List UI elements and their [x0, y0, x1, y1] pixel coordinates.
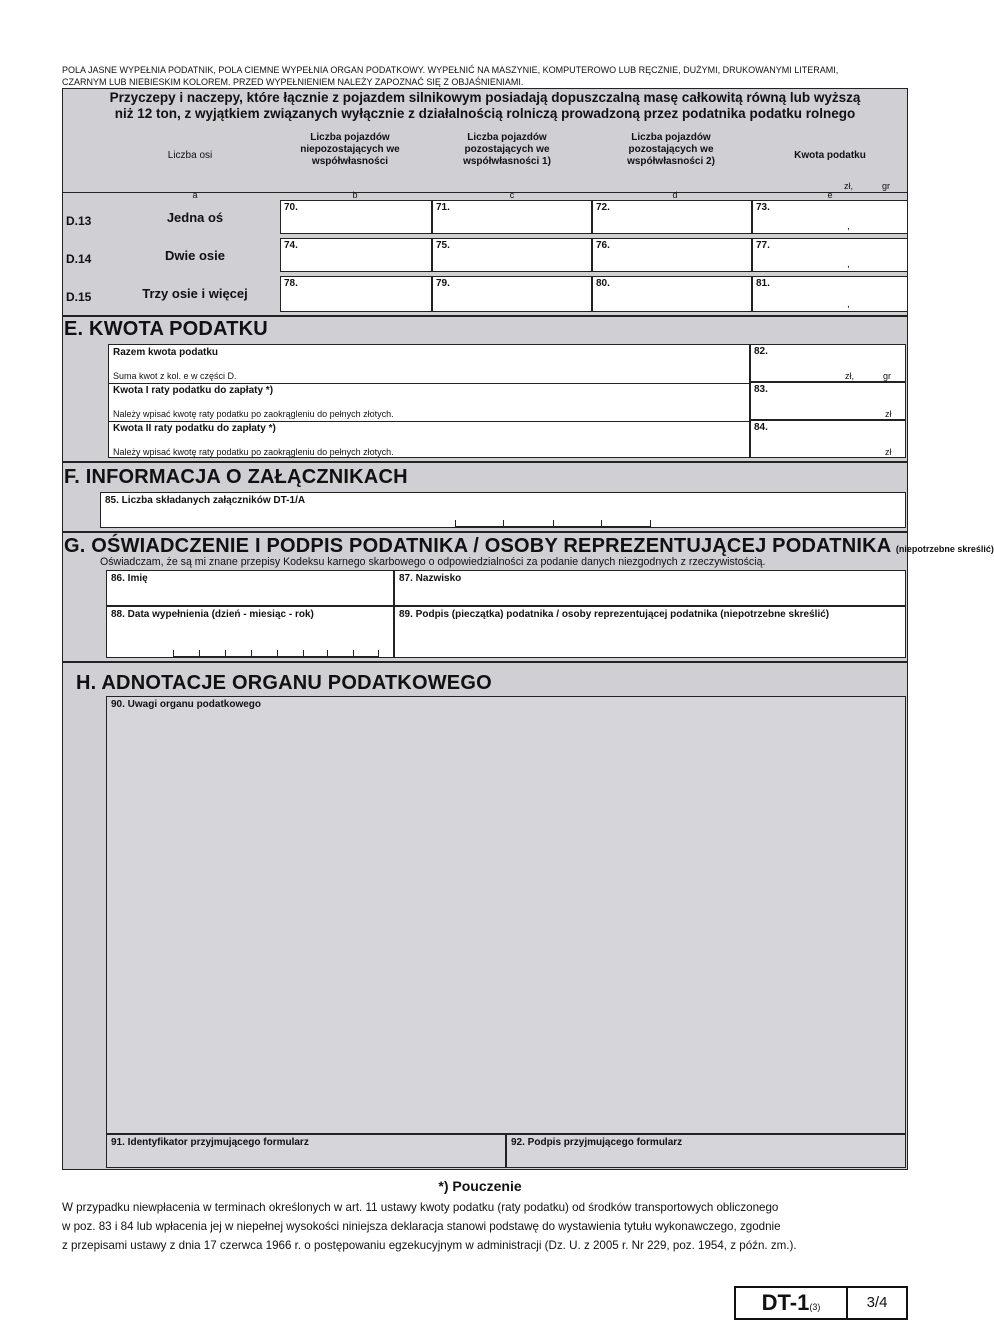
- field-83[interactable]: [750, 382, 906, 420]
- pouczenie-line3: z przepisami ustawy z dnia 17 czerwca 1966 r. o postępowaniu egzekucyjnym w administracji (Dz. U. z 2005 r. Nr 229, poz. 1954, z późn. zm.).: [62, 1239, 797, 1252]
- section-g-title: G. OŚWIADCZENIE I PODPIS PODATNIKA / OSOBY REPREZENTUJĄCEJ PODATNIKA: [64, 535, 892, 557]
- inst1-note: Należy wpisać kwotę raty podatku po zaokrągleniu do pełnych złotych.: [113, 409, 394, 419]
- field-92[interactable]: [506, 1134, 906, 1168]
- section-d-title: [62, 90, 908, 122]
- top-instructions: [62, 64, 912, 88]
- section-d-rows: [62, 200, 908, 314]
- field-74-number: 74.: [284, 240, 298, 251]
- field-71[interactable]: [432, 200, 592, 234]
- row-label-d14: Dwie osie: [165, 248, 225, 263]
- field-85-label: 85. Liczba składanych załączników DT-1/A: [105, 495, 306, 506]
- field-73-number: 73.: [756, 202, 770, 213]
- field-77[interactable]: [752, 238, 908, 272]
- field-77-comma: ,: [847, 259, 850, 270]
- row-code-d15: D.15: [66, 290, 92, 304]
- field-90-label: 90. Uwagi organu podatkowego: [111, 699, 262, 710]
- field-92-label: 92. Podpis przyjmującego formularz: [511, 1137, 683, 1148]
- field-82-gr: gr: [883, 371, 892, 381]
- total-note: Suma kwot z kol. e w części D.: [113, 371, 237, 381]
- row-code-d14: D.14: [66, 252, 92, 266]
- section-d-title-line2: niż 12 ton, z wyjątkiem związanych wyłącznie z działalnością rolniczą prowadzoną przez podatnika podatku rolnego: [114, 106, 856, 121]
- field-82-number: 82.: [754, 346, 768, 357]
- field-88-label: 88. Data wypełnienia (dzień - miesiąc - rok): [111, 609, 314, 620]
- field-89-label: 89. Podpis (pieczątka) podatnika / osoby reprezentującej podatnika (niepotrzebne skreślić): [399, 609, 830, 620]
- header-col-e: Kwota podatku: [794, 150, 866, 161]
- field-76[interactable]: [592, 238, 752, 272]
- field-80-number: 80.: [596, 278, 610, 289]
- field-83-number: 83.: [754, 384, 768, 395]
- declaration-text: Oświadczam, że są mi znane przepisy Kodeksu karnego skarbowego o odpowiedzialności za podanie danych niezgodnych z rzeczywistością.: [100, 556, 766, 568]
- header-col-d: Liczba pojazdów pozostających we współwłasności 2): [627, 132, 715, 167]
- field-75[interactable]: [432, 238, 592, 272]
- pouczenie-title: *) Pouczenie: [438, 1178, 522, 1194]
- inst2-label: Kwota II raty podatku do zapłaty *): [113, 423, 276, 434]
- field-78[interactable]: [280, 276, 432, 312]
- field-83-zl: zł: [885, 409, 892, 419]
- form-code: DT-1: [761, 1290, 810, 1315]
- pouczenie-line2: w poz. 83 i 84 lub wpłacenia jej w niepełnej wysokości niniejsza deklaracja stanowi podstawę do wystawienia tytułu wykonawczego, zgodnie: [62, 1220, 781, 1233]
- field-85[interactable]: [100, 492, 906, 528]
- field-90[interactable]: [106, 696, 906, 1134]
- pouczenie-line1: W przypadku niewpłacenia w terminach określonych w art. 11 ustawy kwoty podatku (raty podatku) od środków transportowych obliczonego: [62, 1201, 779, 1214]
- inst1-label: Kwota I raty podatku do zapłaty *): [113, 385, 274, 396]
- field-82[interactable]: [750, 344, 906, 382]
- field-89[interactable]: [394, 606, 906, 658]
- field-88-date-comb: [173, 650, 379, 657]
- field-71-number: 71.: [436, 202, 450, 213]
- section-f-title: F. INFORMACJA O ZAŁĄCZNIKACH: [64, 466, 408, 488]
- field-78-number: 78.: [284, 278, 298, 289]
- section-d-title-line1: Przyczepy i naczepy, które łącznie z pojazdem silnikowym posiadają dopuszczalną masę całkowitą równą lub wyższą: [109, 90, 861, 105]
- row-label-d15: Trzy osie i więcej: [142, 286, 248, 301]
- header-liczba-osi: Liczba osi: [167, 150, 213, 161]
- row-label-d13: Jedna oś: [166, 210, 224, 225]
- field-81-number: 81.: [756, 278, 770, 289]
- field-79[interactable]: [432, 276, 592, 312]
- section-g-title-note: (niepotrzebne skreślić): [895, 544, 994, 554]
- form-code-cell: [736, 1288, 848, 1318]
- field-74[interactable]: [280, 238, 432, 272]
- header-col-b: Liczba pojazdów niepozostających we współwłasności: [300, 132, 400, 167]
- col-letter-c: c: [509, 190, 515, 200]
- header-col-c: Liczba pojazdów pozostających we współwłasności 1): [463, 132, 551, 167]
- field-87-label: 87. Nazwisko: [399, 573, 462, 584]
- field-86-label: 86. Imię: [111, 573, 148, 584]
- form-version: (3): [809, 1302, 821, 1312]
- field-84-zl: zł: [885, 447, 892, 457]
- field-84-number: 84.: [754, 422, 768, 433]
- pouczenie-text: [62, 1198, 908, 1255]
- field-73-comma: ,: [847, 221, 850, 232]
- field-75-number: 75.: [436, 240, 450, 251]
- field-84[interactable]: [750, 420, 906, 458]
- col-letter-b: b: [352, 190, 358, 200]
- form-id-box: [734, 1286, 908, 1320]
- top-note-line1: POLA JASNE WYPEŁNIA PODATNIK, POLA CIEMNE WYPEŁNIA ORGAN PODATKOWY. WYPEŁNIĆ NA MASZYNIE, KOMPUTEROWO LUB RĘCZNIE, DUŻYMI, DRUKOWANYMI LITERAMI,: [62, 65, 839, 75]
- field-82-zl: zł,: [845, 371, 854, 381]
- field-76-number: 76.: [596, 240, 610, 251]
- header-gr: gr: [882, 181, 891, 191]
- field-87[interactable]: [394, 570, 906, 606]
- field-81[interactable]: [752, 276, 908, 312]
- field-70-number: 70.: [284, 202, 298, 213]
- col-letter-a: a: [192, 190, 198, 200]
- field-70[interactable]: [280, 200, 432, 234]
- row-code-d13: D.13: [66, 214, 92, 228]
- field-91[interactable]: [106, 1134, 506, 1168]
- section-e-title: E. KWOTA PODATKU: [64, 318, 268, 340]
- header-zl: zł,: [844, 181, 853, 191]
- field-72-number: 72.: [596, 202, 610, 213]
- field-86[interactable]: [106, 570, 394, 606]
- inst2-note: Należy wpisać kwotę raty podatku po zaokrągleniu do pełnych złotych.: [113, 447, 394, 457]
- col-letter-e: e: [827, 190, 833, 200]
- field-77-number: 77.: [756, 240, 770, 251]
- page-number: 3/4: [866, 1294, 888, 1311]
- field-73[interactable]: [752, 200, 908, 234]
- top-note-line2: CZARNYM LUB NIEBIESKIM KOLOREM. PRZED WYPEŁNIENIEM NALEŻY ZAPOZNAĆ SIĘ Z OBJAŚNIENIAMI.: [62, 77, 524, 87]
- field-85-comb: [455, 520, 651, 527]
- field-80[interactable]: [592, 276, 752, 312]
- section-g-heading: [64, 535, 994, 558]
- field-88[interactable]: [106, 606, 394, 658]
- field-91-label: 91. Identyfikator przyjmującego formularz: [111, 1137, 309, 1148]
- field-72[interactable]: [592, 200, 752, 234]
- field-81-comma: ,: [847, 299, 850, 310]
- section-h-title: H. ADNOTACJE ORGANU PODATKOWEGO: [76, 672, 492, 694]
- col-letter-d: d: [672, 190, 678, 200]
- field-79-number: 79.: [436, 278, 450, 289]
- total-label: Razem kwota podatku: [113, 347, 219, 358]
- section-e-labels: [108, 344, 750, 458]
